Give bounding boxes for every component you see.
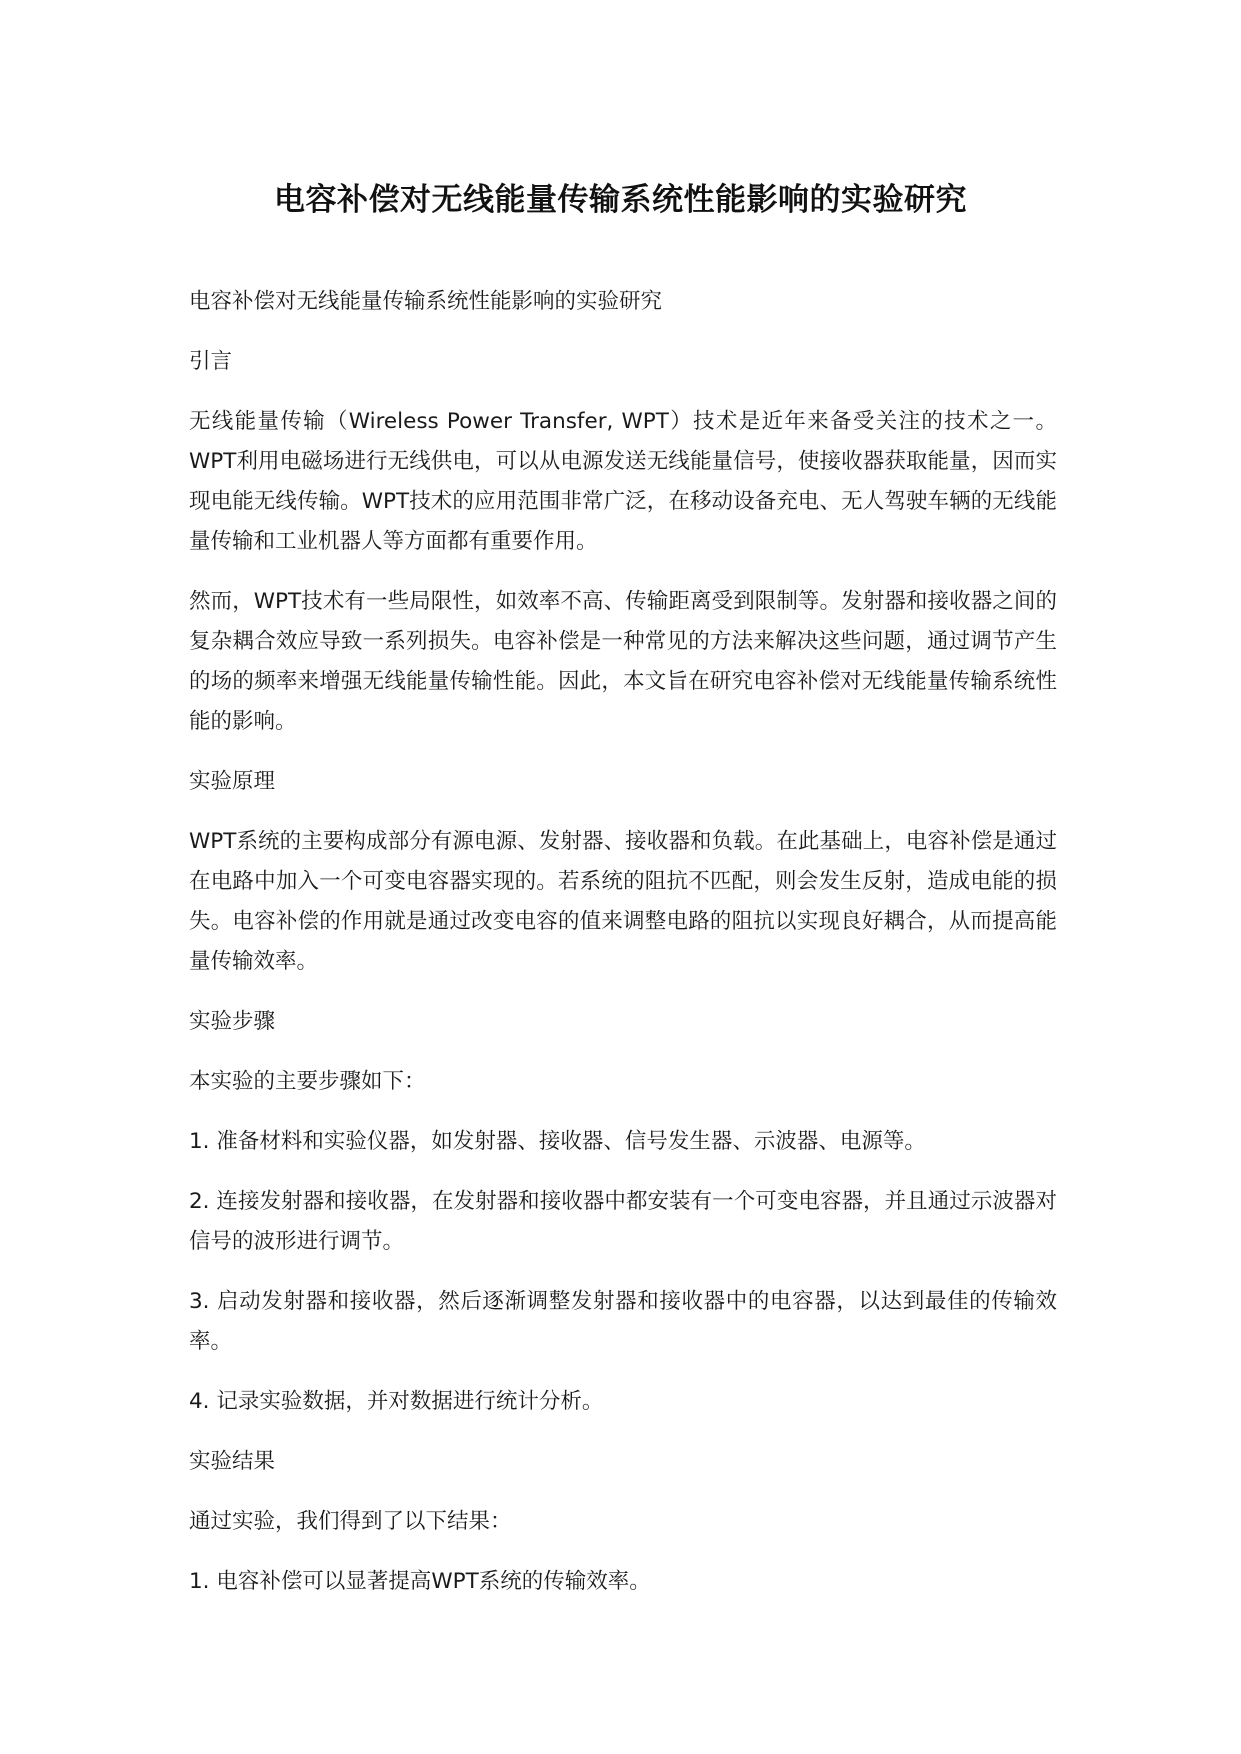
- section-heading-intro: 引言: [189, 349, 233, 374]
- list-item: 3. 启动发射器和接收器，然后逐渐调整发射器和接收器中的电容器，以达到最佳的传输效率。: [189, 1289, 1057, 1354]
- body-paragraph: 然而，WPT技术有一些局限性，如效率不高、传输距离受到限制等。发射器和接收器之间的复杂耦合效应导致一系列损失。电容补偿是一种常见的方法来解决这些问题，通过调节产生的场的频率来增强无线能量传输性能。因此，本文旨在研究电容补偿对无线能量传输系统性能的影响。: [189, 589, 1057, 734]
- subtitle-paragraph: 电容补偿对无线能量传输系统性能影响的实验研究: [189, 289, 663, 314]
- document-body: [189, 282, 1057, 1622]
- list-item: 2. 连接发射器和接收器，在发射器和接收器中都安装有一个可变电容器，并且通过示波器对信号的波形进行调节。: [189, 1189, 1057, 1254]
- list-item: 4. 记录实验数据，并对数据进行统计分析。: [189, 1389, 604, 1414]
- list-item: 1. 准备材料和实验仪器，如发射器、接收器、信号发生器、示波器、电源等。: [189, 1129, 926, 1154]
- section-heading-steps: 实验步骤: [189, 1009, 276, 1034]
- body-paragraph: 通过实验，我们得到了以下结果：: [189, 1509, 512, 1534]
- body-paragraph: 本实验的主要步骤如下：: [189, 1069, 426, 1094]
- document-title: 电容补偿对无线能量传输系统性能影响的实验研究: [274, 182, 967, 218]
- body-paragraph: 无线能量传输（Wireless Power Transfer, WPT）技术是近年来备受关注的技术之一。WPT利用电磁场进行无线供电，可以从电源发送无线能量信号，使接收器获取能量，因而实现电能无线传输。WPT技术的应用范围非常广泛，在移动设备充电、无人驾驶车辆的无线能量传输和工业机器人等方面都有重要作用。: [189, 409, 1057, 554]
- body-paragraph: WPT系统的主要构成部分有源电源、发射器、接收器和负载。在此基础上，电容补偿是通过在电路中加入一个可变电容器实现的。若系统的阻抗不匹配，则会发生反射，造成电能的损失。电容补偿的作用就是通过改变电容的值来调整电路的阻抗以实现良好耦合，从而提高能量传输效率。: [189, 829, 1057, 974]
- section-heading-principle: 实验原理: [189, 769, 276, 794]
- section-heading-results: 实验结果: [189, 1449, 276, 1474]
- list-item: 1. 电容补偿可以显著提高WPT系统的传输效率。: [189, 1569, 651, 1594]
